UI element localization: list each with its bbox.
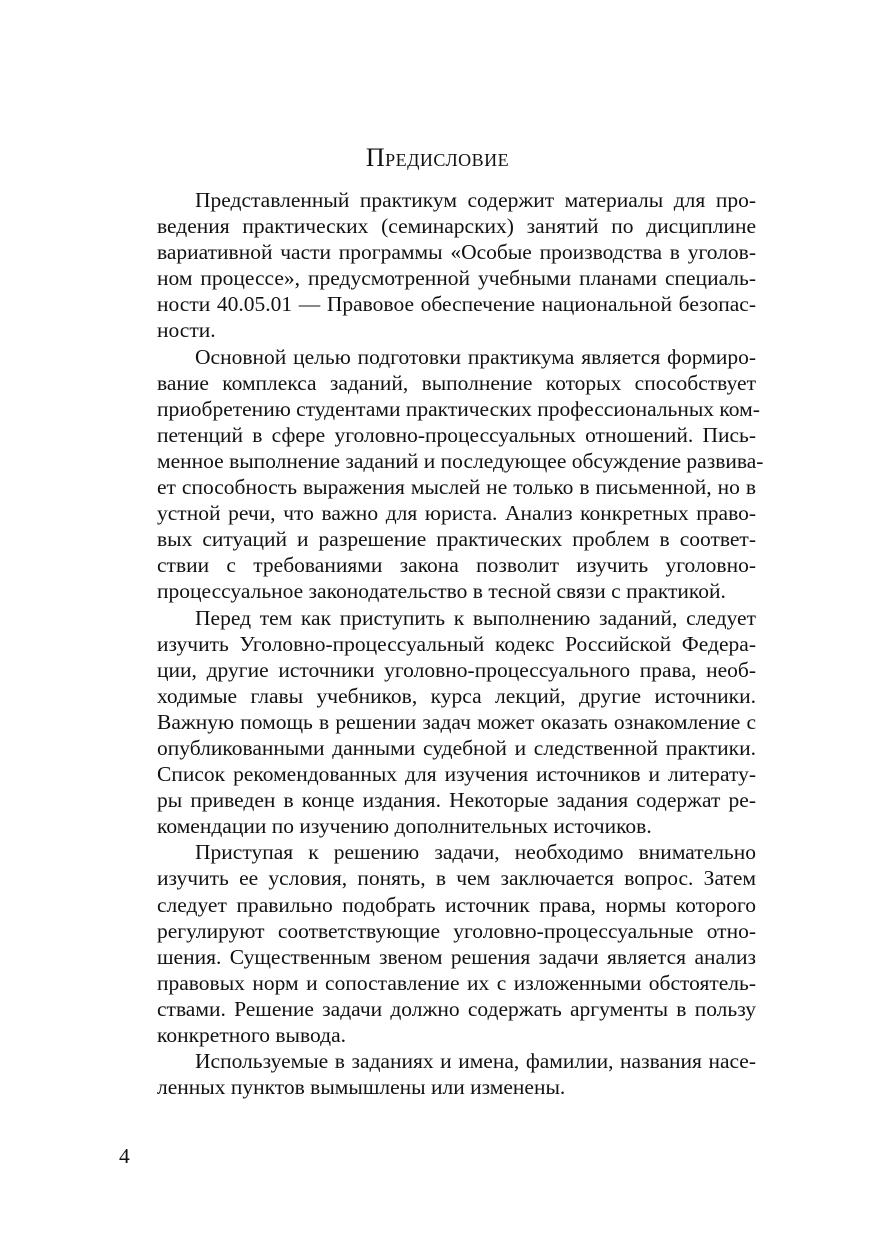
paragraph-4 xyxy=(119,839,756,1048)
text-line: ет способность выражения мыслей не только в письменной, но в xyxy=(157,475,756,500)
text-line: конкретного вывода. xyxy=(157,1023,346,1047)
text-line: ленных пунктов вымышлены или изменены. xyxy=(157,1075,566,1100)
text-line: петенций в сфере уголовно-процессуальных отношений. Пись- xyxy=(157,422,756,447)
text-line: ствии с требованиями закона позволит изучить уголовно- xyxy=(157,553,756,578)
text-line: процессуальное законодательство в тесной связи с практикой. xyxy=(157,579,726,604)
paragraph-2 xyxy=(119,344,764,605)
text-line: Перед тем как приступить к выполнению заданий, следует xyxy=(195,605,756,630)
text-line: Используемые в заданиях и имена, фамилии, названия насе- xyxy=(195,1049,756,1074)
page-title: Предисловие xyxy=(365,143,510,172)
text-line: устной речи, что важно для юриста. Анализ конкретных право- xyxy=(157,501,756,526)
text-line: вариативной части программы «Особые производства в уголов- xyxy=(157,240,756,265)
text-line: приобретению студентами практических профессиональных ком- xyxy=(157,396,760,421)
text-line: комендации по изучению дополнительных источиков. xyxy=(157,814,652,839)
text-line: менное выполнение заданий и последующее обсуждение развива- xyxy=(157,448,764,473)
text-line: ности 40.05.01 — Правовое обеспечение национальной безопас- xyxy=(157,292,756,317)
text-line: Список рекомендованных для изучения источников и литерату- xyxy=(157,762,756,787)
text-line: регулируют соответствующие уголовно-процессуальные отно- xyxy=(157,918,756,943)
text-line: шения. Существенным звеном решения задачи является анализ xyxy=(157,944,756,969)
text-line: Основной целью подготовки практикума является формиро- xyxy=(195,344,756,369)
text-line: ности. xyxy=(157,318,216,343)
text-line: ведения практических (семинарских) занятий по дисциплине xyxy=(157,214,756,239)
text-line: изучить Уголовно-процессуальный кодекс Российской Федера- xyxy=(157,631,756,656)
text-line: ном процессе», предусмотренной учебными планами специаль- xyxy=(157,266,756,291)
paragraph-5 xyxy=(119,1048,756,1100)
text-line: правовых норм и сопоставление их с изложенными обстоятель- xyxy=(157,970,756,995)
body-text xyxy=(119,187,764,1100)
text-line: Важную помощь в решении задач может оказать ознакомление с xyxy=(157,709,756,734)
text-line: вание комплекса заданий, выполнение которых способствует xyxy=(157,370,756,395)
paragraph-1 xyxy=(119,187,756,344)
text-line: изучить ее условия, понять, в чем заключается вопрос. Затем xyxy=(157,866,756,891)
text-line: Приступая к решению задачи, необходимо внимательно xyxy=(195,840,756,865)
text-line: вых ситуаций и разрешение практических проблем в соответ- xyxy=(157,527,756,552)
text-line: ствами. Решение задачи должно содержать аргументы в пользу xyxy=(157,996,756,1021)
text-line: ходимые главы учебников, курса лекций, другие источники. xyxy=(157,683,756,708)
text-line: опубликованными данными судебной и следственной практики. xyxy=(157,735,756,760)
text-line: ции, другие источники уголовно-процессуального права, необ- xyxy=(157,657,756,682)
text-line: ры приведен в конце издания. Некоторые задания содержат ре- xyxy=(157,788,756,813)
text-line: следует правильно подобрать источник права, нормы которого xyxy=(157,892,756,917)
page-number: 4 xyxy=(119,1144,130,1168)
paragraph-3 xyxy=(119,605,756,840)
text-line: Представленный практикум содержит материалы для про- xyxy=(195,188,756,212)
